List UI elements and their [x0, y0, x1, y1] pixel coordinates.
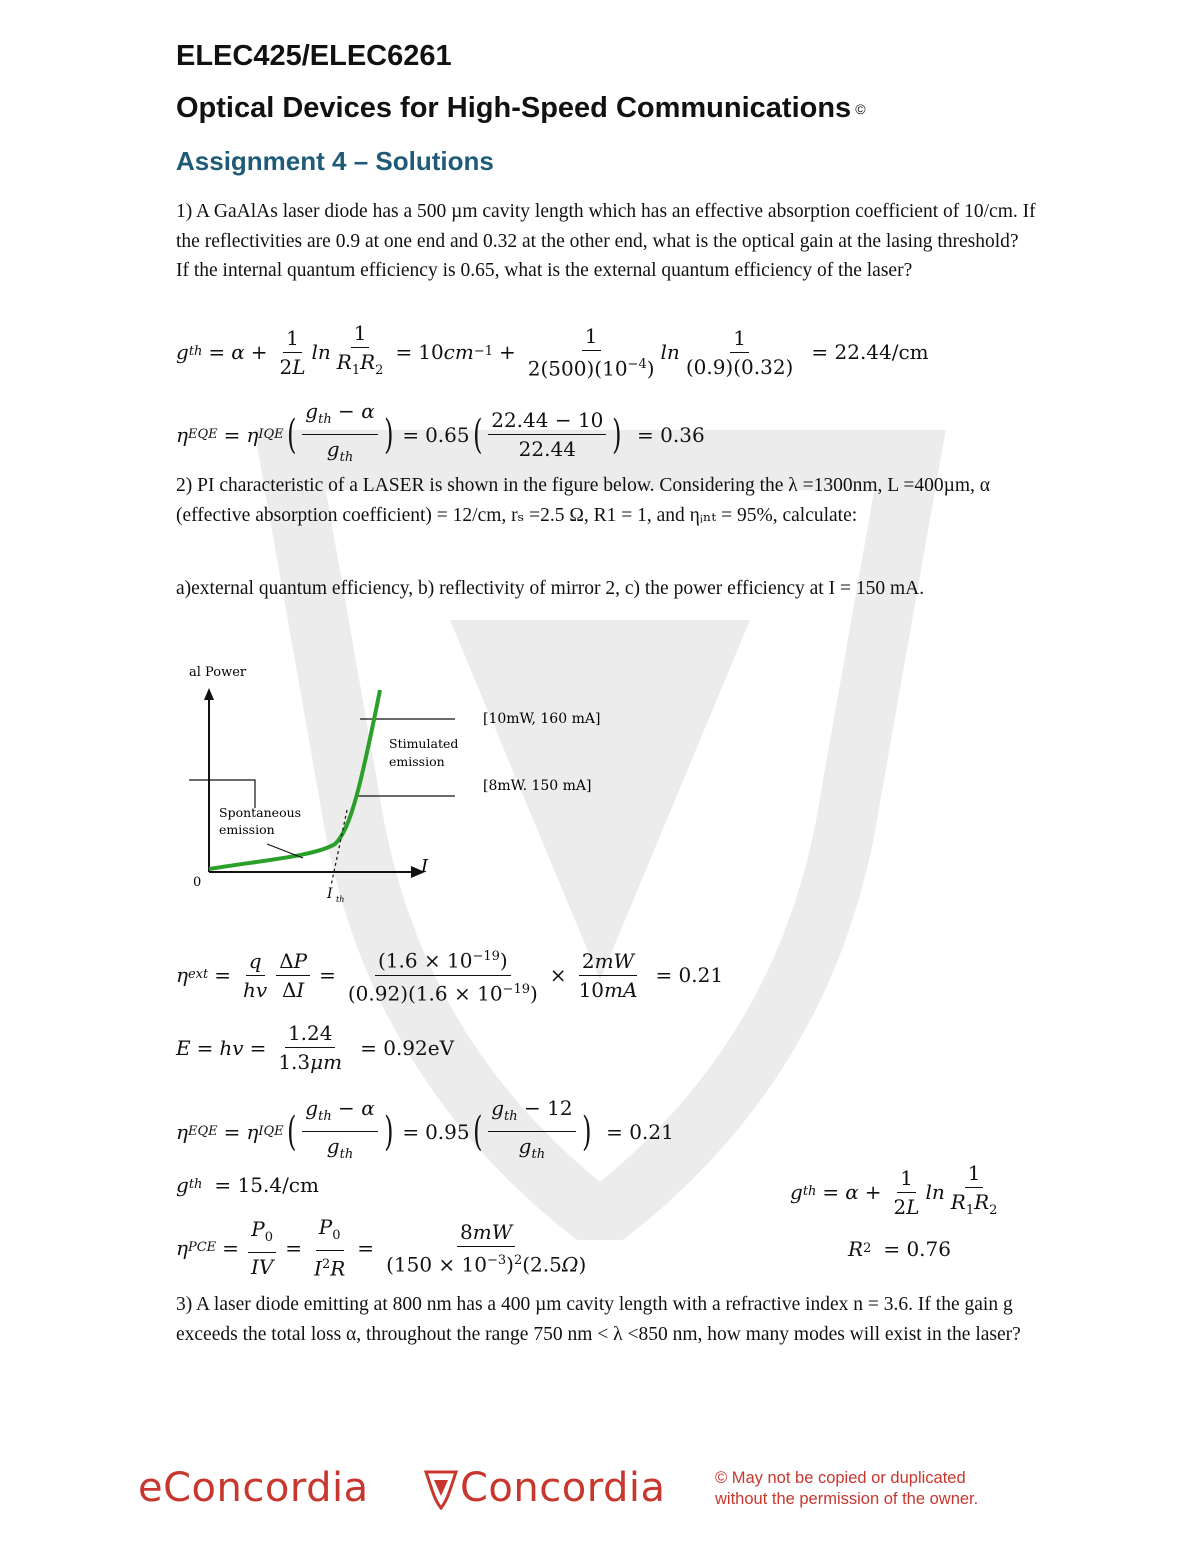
q2-r2-value: = 0.76: [883, 1237, 951, 1261]
equation-eqe-q1: η EQE = η IQE ( $g_{th} - \alpha$ $g_{th}$ ) = 0.65 ( 22.44 − 10 22.44 ) = 0.36: [176, 399, 705, 465]
q2-ext-result: = 0.21: [655, 963, 724, 988]
course-title: [176, 92, 866, 125]
notice-line-1: © May not be copied or duplicated: [715, 1469, 966, 1487]
stimulated-label-1: Stimulated: [389, 736, 459, 751]
spontaneous-label-1: Spontaneous: [219, 805, 302, 820]
equation-gth-q1: g th = α + $\frac{1}{2L}$ ln $\frac{1}{R_1R_2}$ = 10 cm −1 + $\frac{1}{2(500)(10^{-4})}$ ln 1 (0.9)(0.32) = 22.44/cm: [176, 321, 929, 381]
x-axis-label: I: [421, 856, 429, 877]
threshold-label: I: [327, 886, 333, 902]
threshold-dashed-line: [331, 810, 347, 886]
copyright-notice: [715, 1468, 978, 1510]
question-2-subquestions: a)external quantum efficiency, b) reflectivity of mirror 2, c) the power efficiency at I = 150 mA.: [176, 578, 925, 599]
copyright-symbol: ©: [855, 101, 866, 118]
concordia-logo: Concordia: [460, 1465, 666, 1511]
pi-characteristic-figure: [185, 660, 615, 910]
equation-gth-value: g th = 15.4/cm: [176, 1173, 319, 1197]
point-high-label: [10mW, 160 mA]: [483, 711, 601, 727]
question-1-text: 1) A GaAlAs laser diode has a 500 µm cavity length which has an effective absorption coefficient of 10/cm. If the reflectivities are 0.9 at one end and 0.32 at the other end, what is the optical gain at the lasing threshold? If the internal quantum efficiency is 0.65, what is the external quantum efficiency of the laser?: [176, 201, 1036, 281]
question-3-text: 3) A laser diode emitting at 800 nm has a 400 µm cavity length with a refractive index n = 3.6. If the gain g exceeds the total loss α, throughout the range 750 nm < λ <850 nm, how many modes will exist in the laser?: [176, 1294, 1021, 1345]
equation-eqe-q2: η EQE = η IQE ( $g_{th} - \alpha$ $g_{th}$ ) = 0.95 ( $g_{th} - 12$ $g_{th}$ ) = 0.21: [176, 1096, 674, 1162]
q2-energy-result: = 0.92eV: [360, 1035, 455, 1060]
concordia-shield-icon: [424, 1470, 458, 1510]
origin-label: 0: [193, 875, 202, 890]
spontaneous-level-line: [189, 780, 255, 808]
spontaneous-label-2: emission: [219, 822, 275, 837]
q1-eqe-result: = 0.36: [637, 422, 705, 447]
equation-gth-r2: g th = α + $\frac{1}{2L}$ ln 1 $R_1R_2$: [790, 1161, 998, 1219]
notice-line-2: without the permission of the owner.: [715, 1490, 979, 1508]
y-axis-label: al Power: [189, 665, 247, 680]
econcordia-logo: eConcordia: [138, 1465, 369, 1511]
threshold-sub-label: th: [336, 895, 345, 904]
q2-eqe-result: = 0.21: [606, 1119, 674, 1144]
course-code: ELEC425/ELEC6261: [176, 40, 452, 72]
course-title-text: Optical Devices for High-Speed Communications: [176, 92, 852, 124]
q2-gth-value: = 15.4/cm: [214, 1173, 319, 1197]
question-2-text: 2) PI characteristic of a LASER is shown in the figure below. Considering the λ =1300nm, L =400µm, α (effective absorption coefficient) = 12/cm, rₛ =2.5 Ω, R1 = 1, and ηᵢₙₜ = 95%, calculate:: [176, 475, 990, 526]
y-axis-arrow: [204, 688, 214, 700]
assignment-title: Assignment 4 – Solutions: [176, 146, 494, 176]
equation-power-efficiency: η PCE = $\frac{P_0}{IV}$ = $\frac{P_0}{I^2R}$ = $\frac{8mW}{(150 \times 10^{-3})^2(2.5\Omega)}$: [176, 1215, 587, 1281]
stimulated-label-2: emission: [389, 754, 445, 769]
equation-r2-value: R 2 = 0.76: [848, 1237, 951, 1261]
equation-eta-ext: η ext = $\frac{q}{hv}$ $\frac{\Delta P}{\Delta I}$ = $\frac{(1.6 \times 10^{-19})}{(0.92)(1.6 \times 10^{-19})}$ × $\frac{2mW}{10mA}$ = 0.21: [176, 944, 723, 1006]
equation-photon-energy: E = hv = $\frac{1.24}{1.3\mu m}$ = 0.92eV: [176, 1021, 455, 1074]
point-low-label: [8mW. 150 mA]: [483, 778, 592, 794]
q1-gth-result: = 22.44/cm: [811, 340, 929, 364]
